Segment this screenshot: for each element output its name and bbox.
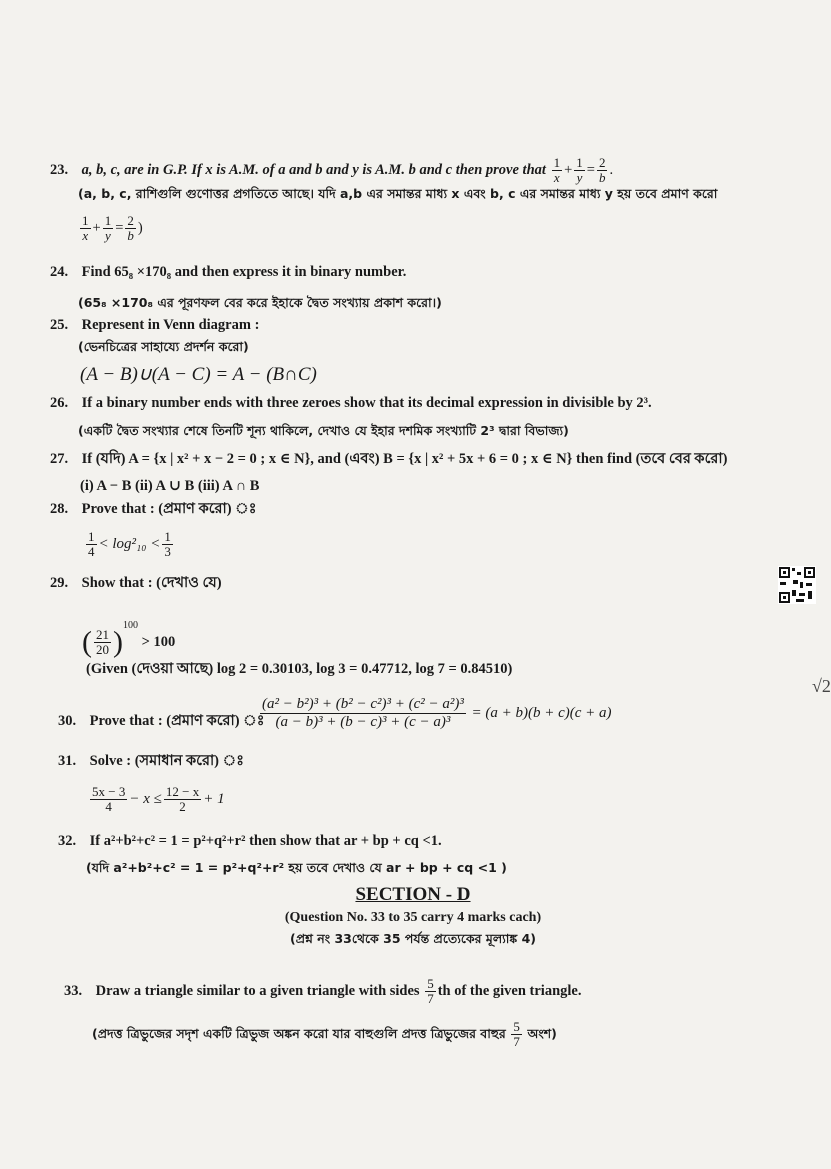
question-26: 26. If a binary number ends with three zeroes show that its decimal expression in divisible by 2³. (50, 395, 652, 411)
question-31-inequality: $\frac{5x - 3}{4}$ − x ≤ $\frac{12 - x}{2}$ + 1 (92, 784, 225, 815)
section-title: SECTION - D (355, 884, 471, 905)
qr-code-icon (778, 566, 816, 604)
question-33-bengali: (প্রদত্ত ত্রিভুজের সদৃশ একটি ত্রিভুজ অঙ্কন করো যার বাহুগুলি প্রদত্ত ত্রিভুজের বাহুর $\frac{5}{7}$ অংশ) (92, 1019, 557, 1050)
question-31: 31. Solve : (সমাধান করো) ঃ (58, 753, 244, 769)
fraction-2-b: $\frac{2}{b}$ (598, 155, 606, 185)
question-23: 23. a, b, c, are in G.P. If x is A.M. of a and b and y is A.M. b and c then prove that $\frac{1}{x}$ + $\frac{1}{y}$ = $\frac{2}{b}$ . (50, 155, 614, 185)
question-28: 28. Prove that : (প্রমাণ করো) ঃ (50, 501, 257, 517)
section-d-note-bn: (প্রশ্ন নং 33থেকে 35 পর্যন্ত প্রত্যেকের মূল্যাঙ্ক 4) (290, 931, 536, 946)
question-25-bengali: (ভেনচিত্রের সাহায্যে প্রদর্শন করো) (78, 339, 249, 354)
fraction-1-y: $\frac{1}{y}$ (576, 155, 583, 185)
question-24: 24. Find 65₈ ×170₈ and then express it in binary number. (50, 264, 407, 280)
question-23-equation: $\frac{1}{x}$ + $\frac{1}{y}$ = $\frac{2}{b}$ ) (82, 213, 143, 243)
question-29: 29. Show that : (দেখাও যে) (50, 575, 222, 591)
question-29-inequality: ( $\frac{21}{20}$ )$^{100}$ > 100 (82, 620, 176, 659)
question-30: 30. Prove that : (প্রমাণ করো) ঃ (58, 713, 265, 729)
question-25-expression: (A − B)∪(A − C) = A − (B∩C) (80, 364, 317, 385)
question-30-identity: $\frac{\text{(a² − b²)³ + (b² − c²)³ + (c² − a²)³}}{\text{(a − b)³ + (b − c)³ + (c − a)³}}$ = (a + b)(b + c)(c + a) (262, 696, 612, 730)
question-25: 25. Represent in Venn diagram : (50, 317, 260, 333)
question-29-given: (Given (দেওয়া আছে) log 2 = 0.30103, log 3 = 0.47712, log 7 = 0.84510) (86, 661, 513, 677)
question-23-bengali: (a, b, c, রাশিগুলি গুণোত্তর প্রগতিতে আছে। যদি a,b এর সমান্তর মাধ্য x এবং b, c এর সমান্তর মাধ্য y হয় তবে প্রমাণ করো (78, 186, 718, 201)
question-27: 27. If (যদি) A = {x | x² + x − 2 = 0 ; x ∈ N}, and (এবং) B = {x | x² + 5x + 6 = 0 ; x ∈ N} then find (তবে বের করো) (50, 451, 728, 467)
question-32: 32. If a²+b²+c² = 1 = p²+q²+r² then show that ar + bp + cq <1. (58, 833, 442, 849)
edge-mark: √2 (812, 676, 831, 696)
question-27-parts: (i) A − B (ii) A ∪ B (iii) A ∩ B (80, 478, 260, 494)
section-d-note-en: (Question No. 33 to 35 carry 4 marks cach) (284, 910, 542, 925)
question-26-bengali: (একটি দ্বৈত সংখ্যার শেষে তিনটি শূন্য থাকিলে, দেখাও যে ইহার দশমিক সংখ্যাটি 2³ দ্বারা বিভাজ্য) (78, 423, 569, 438)
question-text-en: a, b, c, are in G.P. If x is A.M. of a and b and y is A.M. b and c then prove that (81, 161, 546, 178)
question-32-bengali: (যদি a²+b²+c² = 1 = p²+q²+r² হয় তবে দেখাও যে ar + bp + cq <1 ) (86, 860, 507, 875)
question-28-inequality: $\frac{1}{4}$ < log²₁₀ < $\frac{1}{3}$ (88, 529, 171, 560)
fraction-1-x: $\frac{1}{x}$ (553, 155, 561, 185)
section-d-header (0, 884, 826, 906)
question-24-bengali: (65₈ ×170₈ এর পূরণফল বের করে ইহাকে দ্বৈত সংখ্যায় প্রকাশ করো।) (78, 295, 442, 310)
question-number: 23. (50, 161, 69, 178)
question-33: 33. Draw a triangle similar to a given triangle with sides $\frac{5}{7}$ th of the given triangle. (64, 976, 582, 1007)
